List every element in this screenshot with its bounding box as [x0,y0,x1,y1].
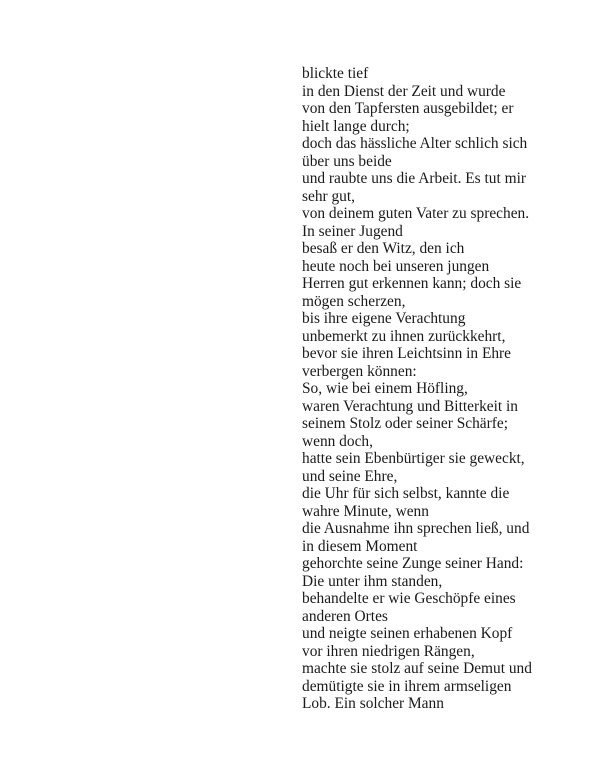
text-line: und seine Ehre, [302,467,398,485]
text-line: verbergen können: [302,362,417,380]
text-line: in diesem Moment [302,537,418,555]
text-line: bevor sie ihren Leichtsinn in Ehre [302,345,511,362]
text-line: doch das hässliche Alter schlich sich [302,135,528,152]
text-line: über uns beide [302,152,392,170]
text-line: machte sie stolz auf seine Demut und [302,660,532,677]
text-line: und raubte uns die Arbeit. Es tut mir [302,170,526,187]
text-line: behandelte er wie Geschöpfe eines [302,590,516,607]
text-line: heute noch bei unseren jungen [302,257,490,275]
text-line: Die unter ihm standen, [302,572,443,590]
text-line: sehr gut, [302,187,356,205]
text-line: die Ausnahme ihn sprechen ließ, und [302,520,530,537]
text-line: bis ihre eigene Verachtung [302,310,466,327]
text-line: wahre Minute, wenn [302,502,429,520]
text-line: die Uhr für sich selbst, kannte die [302,485,510,502]
text-line: demütigte sie in ihrem armseligen [302,677,512,695]
text-line: Herren gut erkennen kann; doch sie [302,275,522,292]
text-line: und neigte seinen erhabenen Kopf [302,625,513,642]
text-line: von deinem guten Vater zu sprechen. [302,205,530,222]
text-line: hielt lange durch; [302,117,410,135]
text-line: waren Verachtung und Bitterkeit in [302,397,518,415]
text-line: anderen Ortes [302,607,388,625]
text-line: In seiner Jugend [302,222,403,240]
text-line: So, wie bei einem Höfling, [302,380,468,397]
text-line: seinem Stolz oder seiner Schärfe; [302,415,508,432]
text-line: vor ihren niedrigen Rängen, [302,642,475,660]
text-line: hatte sein Ebenbürtiger sie geweckt, [302,450,525,467]
text-line: besaß er den Witz, den ich [302,240,465,257]
text-line: wenn doch, [302,432,373,450]
text-line: blickte tief [302,65,369,82]
text-line: in den Dienst der Zeit und wurde [302,82,506,100]
text-line: mögen scherzen, [302,292,406,310]
text-line: von den Tapfersten ausgebildet; er [302,100,514,117]
text-line: unbemerkt zu ihnen zurückkehrt, [302,327,506,345]
text-line: Lob. Ein solcher Mann [302,695,444,712]
verse-text-block [302,65,572,713]
text-line: gehorchte seine Zunge seiner Hand: [302,555,524,572]
